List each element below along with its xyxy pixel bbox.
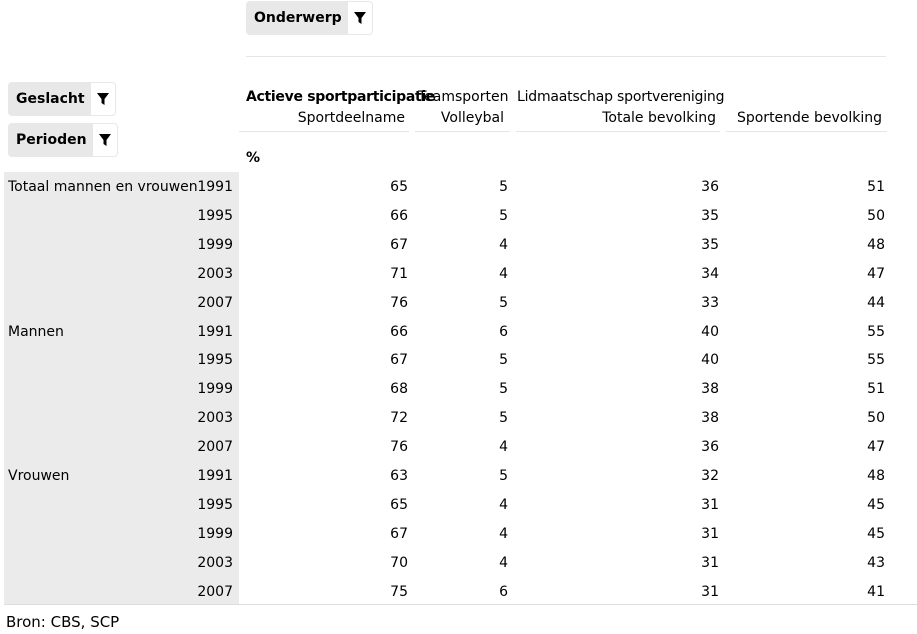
row-year-label: 1995 [197, 208, 233, 224]
table-bottom-border [4, 604, 917, 605]
column-group-header: Lidmaatschap sportvereniging [517, 89, 725, 105]
table-cell: 31 [701, 584, 719, 600]
table-cell: 36 [701, 179, 719, 195]
table-cell: 45 [867, 497, 885, 513]
table-cell: 43 [867, 555, 885, 571]
table-cell: 32 [701, 468, 719, 484]
row-year-label: 1991 [197, 324, 233, 340]
header-divider [246, 56, 886, 57]
column-header-underline [239, 131, 409, 132]
table-cell: 4 [499, 237, 508, 253]
column-header: Totale bevolking [602, 110, 716, 126]
row-year-label: 2003 [197, 410, 233, 426]
filter-icon[interactable] [91, 83, 115, 115]
table-cell: 68 [390, 381, 408, 397]
table-cell: 5 [499, 179, 508, 195]
table-cell: 6 [499, 324, 508, 340]
table-cell: 67 [390, 237, 408, 253]
table-cell: 65 [390, 497, 408, 513]
table-cell: 33 [701, 295, 719, 311]
table-cell: 40 [701, 352, 719, 368]
row-group-label: Totaal mannen en vrouwen [8, 179, 198, 195]
row-year-label: 1991 [197, 179, 233, 195]
column-header: Sportende bevolking [736, 110, 882, 126]
table-cell: 47 [867, 439, 885, 455]
table-cell: 31 [701, 555, 719, 571]
row-year-label: 1991 [197, 468, 233, 484]
table-cell: 4 [499, 526, 508, 542]
table-cell: 47 [867, 266, 885, 282]
column-group-header: Actieve sportparticipatie [246, 89, 436, 105]
table-cell: 76 [390, 439, 408, 455]
table-cell: 48 [867, 237, 885, 253]
table-cell: 50 [867, 410, 885, 426]
table-cell: 4 [499, 439, 508, 455]
table-cell: 51 [867, 381, 885, 397]
table-cell: 45 [867, 526, 885, 542]
table-cell: 38 [701, 381, 719, 397]
table-cell: 71 [390, 266, 408, 282]
table-cell: 65 [390, 179, 408, 195]
row-year-label: 1995 [197, 497, 233, 513]
row-year-label: 1999 [197, 381, 233, 397]
table-cell: 51 [867, 179, 885, 195]
table-cell: 35 [701, 237, 719, 253]
filter-onderwerp-button[interactable] [246, 1, 373, 35]
table-cell: 63 [390, 468, 408, 484]
table-cell: 50 [867, 208, 885, 224]
table-cell: 36 [701, 439, 719, 455]
table-cell: 66 [390, 324, 408, 340]
table-cell: 44 [867, 295, 885, 311]
unit-label: % [246, 150, 261, 166]
filter-perioden-label: Perioden [16, 132, 87, 148]
table-cell: 5 [499, 352, 508, 368]
column-group-header: Teamsporten [418, 89, 509, 105]
table-cell: 55 [867, 324, 885, 340]
table-cell: 70 [390, 555, 408, 571]
column-header: Volleybal [440, 110, 504, 126]
table-cell: 34 [701, 266, 719, 282]
table-cell: 4 [499, 497, 508, 513]
row-year-label: 2007 [197, 584, 233, 600]
table-cell: 6 [499, 584, 508, 600]
table-cell: 38 [701, 410, 719, 426]
table-cell: 5 [499, 381, 508, 397]
column-header-underline [415, 131, 510, 132]
table-cell: 4 [499, 555, 508, 571]
filter-geslacht-button[interactable] [8, 82, 116, 116]
table-cell: 5 [499, 208, 508, 224]
filter-geslacht-label: Geslacht [16, 91, 85, 107]
source-note: Bron: CBS, SCP [6, 613, 120, 631]
filter-onderwerp-label: Onderwerp [254, 10, 342, 26]
filter-perioden-button[interactable] [8, 123, 118, 157]
table-cell: 76 [390, 295, 408, 311]
table-cell: 48 [867, 468, 885, 484]
table-cell: 5 [499, 468, 508, 484]
table-cell: 35 [701, 208, 719, 224]
column-header: Sportdeelname [297, 110, 405, 126]
row-group-label: Mannen [8, 324, 64, 340]
row-year-label: 2007 [197, 439, 233, 455]
table-cell: 67 [390, 526, 408, 542]
table-cell: 41 [867, 584, 885, 600]
table-cell: 55 [867, 352, 885, 368]
table-cell: 67 [390, 352, 408, 368]
row-year-label: 2007 [197, 295, 233, 311]
table-cell: 40 [701, 324, 719, 340]
table-cell: 75 [390, 584, 408, 600]
row-year-label: 1995 [197, 352, 233, 368]
filter-icon[interactable] [93, 124, 117, 156]
row-year-label: 1999 [197, 526, 233, 542]
table-cell: 4 [499, 266, 508, 282]
table-cell: 5 [499, 295, 508, 311]
table-cell: 31 [701, 526, 719, 542]
column-header-underline [516, 131, 720, 132]
table-cell: 72 [390, 410, 408, 426]
row-year-label: 1999 [197, 237, 233, 253]
row-year-label: 2003 [197, 555, 233, 571]
filter-icon[interactable] [348, 2, 372, 34]
table-cell: 5 [499, 410, 508, 426]
row-group-label: Vrouwen [8, 468, 70, 484]
table-cell: 66 [390, 208, 408, 224]
table-cell: 31 [701, 497, 719, 513]
column-header-underline [726, 131, 887, 132]
row-year-label: 2003 [197, 266, 233, 282]
